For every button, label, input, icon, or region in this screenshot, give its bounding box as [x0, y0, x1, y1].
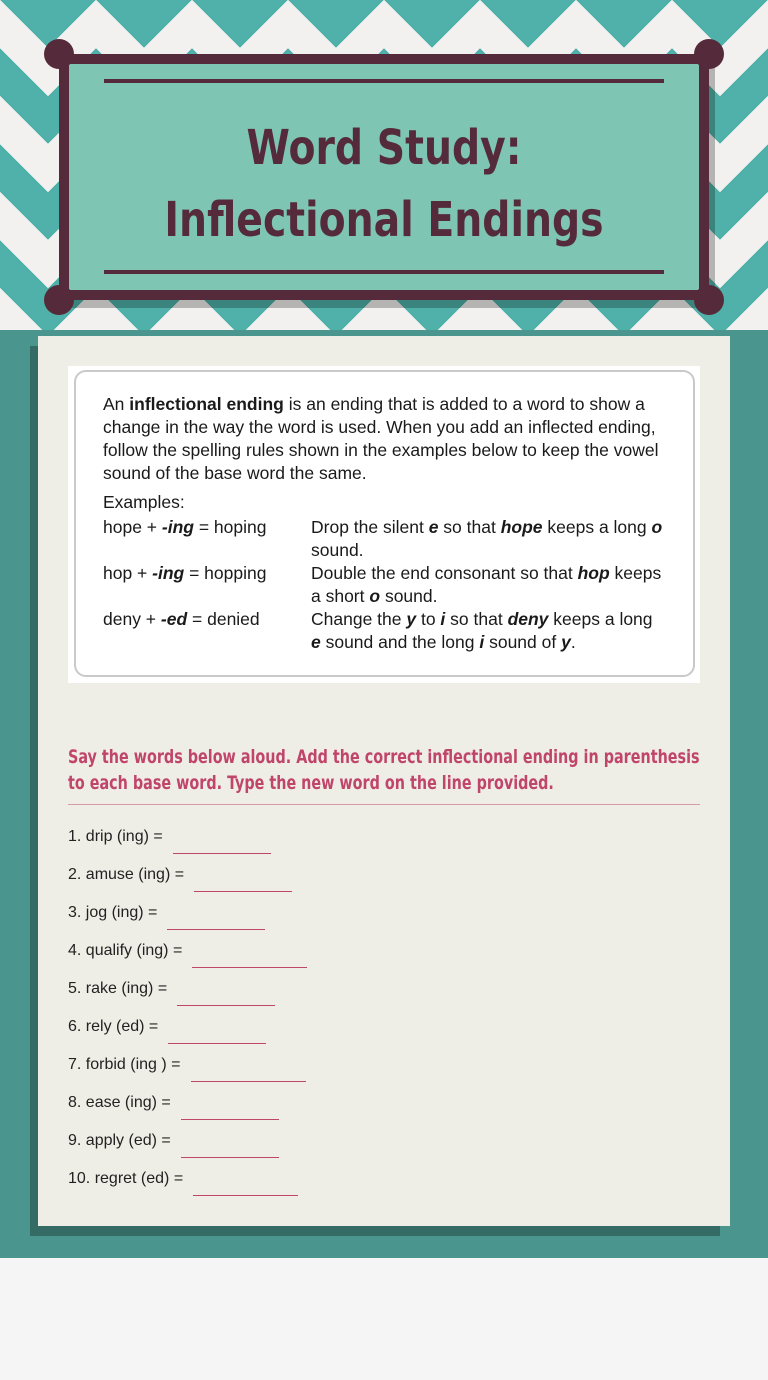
question-label: 3. jog (ing) = [68, 904, 158, 921]
question-item [68, 1158, 668, 1196]
answer-input[interactable] [173, 824, 271, 854]
answer-input[interactable] [192, 938, 307, 968]
question-label: 10. regret (ed) = [68, 1170, 184, 1187]
text-run: so that [438, 517, 501, 537]
text-run: i [440, 609, 446, 629]
text-run: deny [507, 609, 549, 629]
instructions-divider [68, 804, 700, 805]
corner-ornament [694, 285, 724, 315]
question-item [68, 1006, 668, 1044]
question-item [68, 854, 668, 892]
title-rule-bottom [104, 270, 664, 274]
text-run: deny + [103, 609, 161, 629]
question-label: 5. rake (ing) = [68, 980, 168, 997]
question-label: 8. ease (ing) = [68, 1094, 171, 1111]
example-formula [103, 562, 311, 608]
question-label: 9. apply (ed) = [68, 1132, 171, 1149]
text-run: = denied [187, 609, 260, 629]
text-run: y [406, 609, 417, 629]
question-item [68, 930, 668, 968]
text-run: o [369, 586, 381, 606]
question-item [68, 1120, 668, 1158]
question-label: 6. rely (ed) = [68, 1018, 159, 1035]
info-box [74, 370, 695, 677]
example-explanation [311, 608, 663, 654]
question-item [68, 968, 668, 1006]
info-image [68, 366, 700, 683]
answer-input[interactable] [167, 900, 265, 930]
instructions: Say the words below aloud. Add the correct inflectional ending in parenthesis to each base word. Type the new word on the line provided. [68, 746, 700, 794]
answer-input[interactable] [193, 1166, 298, 1196]
text-run: is an ending that is added to a word to show a change in the way the word is used. When you add an inflected ending, follow the spelling rules shown in the examples below to keep the vowel sound of the base word the same. [103, 394, 659, 483]
text-run: keeps a long [548, 609, 653, 629]
example-explanation [311, 516, 663, 562]
corner-ornament [44, 285, 74, 315]
page-footer-area [0, 1258, 768, 1380]
text-run: y [561, 632, 571, 652]
page-title: Word Study: Inflectional Endings [164, 120, 604, 248]
question-item [68, 816, 668, 854]
question-item [68, 1044, 668, 1082]
example-explanation [311, 562, 663, 608]
worksheet-card [38, 336, 730, 1226]
answer-input[interactable] [177, 976, 275, 1006]
text-run: = hopping [184, 563, 267, 583]
text-run: Drop the silent [311, 517, 429, 537]
text-run: e [311, 632, 321, 652]
text-run: inflectional ending [129, 394, 284, 414]
text-run: hop [577, 563, 610, 583]
text-run: sound. [380, 586, 438, 606]
text-run: keeps a long [542, 517, 652, 537]
answer-input[interactable] [168, 1014, 266, 1044]
question-label: 4. qualify (ing) = [68, 942, 183, 959]
corner-ornament [44, 39, 74, 69]
example-row [103, 562, 663, 608]
text-run: -ing [152, 563, 185, 583]
text-run: -ing [161, 517, 194, 537]
example-formula [103, 608, 311, 654]
text-run: -ed [160, 609, 188, 629]
corner-ornament [694, 39, 724, 69]
text-run: o [651, 517, 663, 537]
text-run: hop + [103, 563, 153, 583]
text-run: e [428, 517, 439, 537]
question-label: 2. amuse (ing) = [68, 866, 185, 883]
answer-input[interactable] [181, 1090, 279, 1120]
title-panel [69, 64, 699, 290]
question-label: 1. drip (ing) = [68, 828, 163, 845]
answer-input[interactable] [194, 862, 292, 892]
question-item [68, 1082, 668, 1120]
text-run: keeps a short [311, 563, 662, 606]
example-row [103, 608, 663, 654]
info-intro [103, 393, 663, 485]
text-run: sound. [311, 540, 364, 560]
question-label: 7. forbid (ing ) = [68, 1056, 181, 1073]
answer-input[interactable] [181, 1128, 279, 1158]
text-run: An [103, 394, 130, 414]
text-run: hope + [103, 517, 162, 537]
text-run: Double the end consonant so that [311, 563, 578, 583]
text-run: . [570, 632, 576, 652]
text-run: to [416, 609, 441, 629]
example-row [103, 516, 663, 562]
examples-list [103, 516, 663, 654]
question-item [68, 892, 668, 930]
question-list [68, 816, 668, 1196]
text-run: i [479, 632, 485, 652]
text-run: so that [445, 609, 508, 629]
text-run: = hoping [193, 517, 267, 537]
example-formula [103, 516, 311, 562]
text-run: Change the [311, 609, 407, 629]
text-run: sound of [484, 632, 562, 652]
title-frame [59, 54, 709, 300]
answer-input[interactable] [191, 1052, 306, 1082]
text-run: sound and the long [320, 632, 480, 652]
text-run: hope [500, 517, 543, 537]
examples-label: Examples: [103, 492, 185, 512]
title-rule-top [104, 79, 664, 83]
